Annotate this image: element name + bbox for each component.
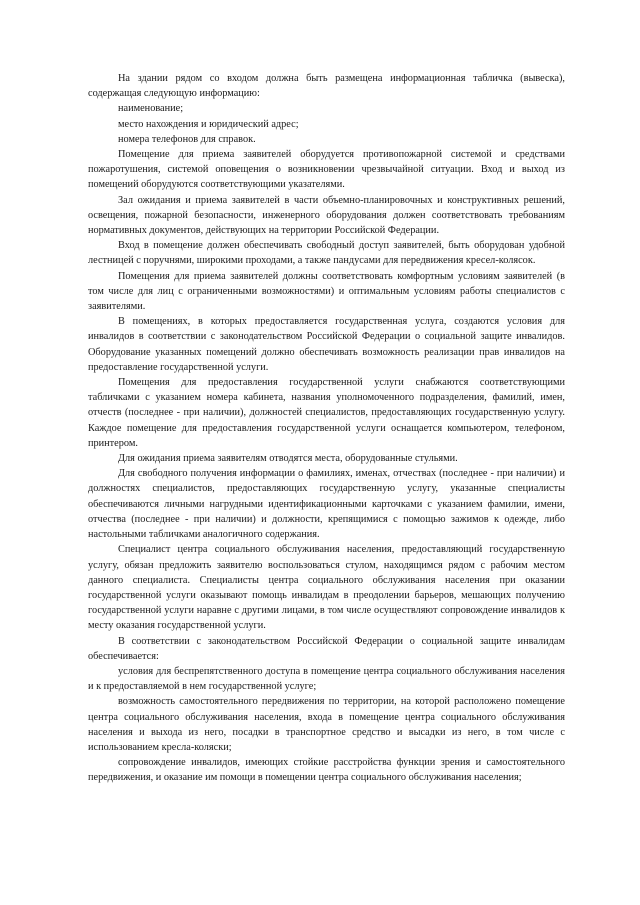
paragraph-waiting-places: Для ожидания приема заявителям отводятся места, оборудованные стульями. [118, 453, 458, 465]
paragraph-entrance: Вход в помещение должен обеспечивать свободный доступ заявителей, быть оборудован удобной лестницей с поручнями, широкими проходами, а также пандусами для передвижения кресел-колясок. [88, 240, 565, 267]
paragraph-specialist-duties: Специалист центра социального обслуживания населения, предоставляющий государственную услугу, обязан предложить заявителю воспользоваться стулом, находящимся рядом с рабочим местом данного специалиста. Специалисты центра социального обслуживания населения при оказании государственной услуги оказывают помощь инвалидам в преодолении барьеров, мешающих получению государственной услуги наравне с другими лицами, в том числе осуществляют сопровождение инвалидов к месту оказания государственной услуги. [88, 544, 565, 632]
paragraph-fire-safety: Помещение для приема заявителей оборудуется противопожарной системой и средствами пожаротушения, системой оповещения о возникновении чрезвычайной ситуации. Вход и выход из помещений оборудуются соответствующими указателями. [88, 149, 565, 191]
document-body [88, 71, 565, 786]
paragraph-waiting-hall: Зал ожидания и приема заявителей в части объемно-планировочных и конструктивных решений, освещения, пожарной безопасности, инженерного оборудования должен соответствовать требованиям нормативных документов, действующих на территории Российской Федерации. [88, 194, 565, 237]
list-item-phones: номера телефонов для справок. [118, 133, 256, 145]
paragraph-legislation-intro: В соответствии с законодательством Российской Федерации о социальной защите инвалидам обеспечивается: [88, 635, 565, 662]
paragraph-id-cards: Для свободного получения информации о фамилиях, именах, отчествах (последнее - при наличии) и должностях специалистов, предоставляющих государственную услугу, указанные специалисты обеспечиваются личными нагрудными идентификационными карточками с указанием фамилии, имени, отчества (последнее - при наличии) и должности, крепящимися с помощью зажимов к одежде, либо настольными табличками аналогичного содержания. [88, 468, 565, 541]
paragraph-signage: Помещения для предоставления государственной услуги снабжаются соответствующими табличками с указанием номера кабинета, названия уполномоченного подразделения, фамилий, имен, отчеств (последнее - при наличии), должностей специалистов, предоставляющих государственную услугу. Каждое помещение для предоставления государственной услуги оснащается компьютером, телефоном, принтером. [88, 377, 565, 449]
paragraph-comfort: Помещения для приема заявителей должны соответствовать комфортным условиям заявителей (в том числе для лиц с ограниченными возможностями) и оптимальным условиям работы специалистов с заявителями. [88, 270, 565, 313]
list-item-name: наименование; [118, 103, 184, 115]
paragraph-escort: сопровождение инвалидов, имеющих стойкие расстройства функции зрения и самостоятельного передвижения, и оказание им помощи в помещении центра социального обслуживания населения; [88, 757, 565, 784]
paragraph-movement: возможность самостоятельного передвижения по территории, на которой расположено помещение центра социального обслуживания населения, входа в помещение центра социального обслуживания населения и выхода из него, посадки в транспортное средство и высадки из него, в том числе с использованием кресла-коляски; [88, 696, 565, 753]
paragraph-signboard-intro: На здании рядом со входом должна быть размещена информационная табличка (вывеска), содержащая следующую информацию: [88, 73, 565, 100]
list-item-address: место нахождения и юридический адрес; [118, 118, 299, 130]
paragraph-disabled-conditions: В помещениях, в которых предоставляется государственная услуга, создаются условия для инвалидов в соответствии с законодательством Российской Федерации о социальной защите инвалидов. Оборудование указанных помещений должно обеспечивать возможность реализации прав инвалидов на предоставление государственной услуги. [88, 316, 565, 373]
paragraph-access-conditions: условия для беспрепятственного доступа в помещение центра социального обслуживания населения и к предоставляемой в нем государственной услуге; [88, 665, 565, 693]
